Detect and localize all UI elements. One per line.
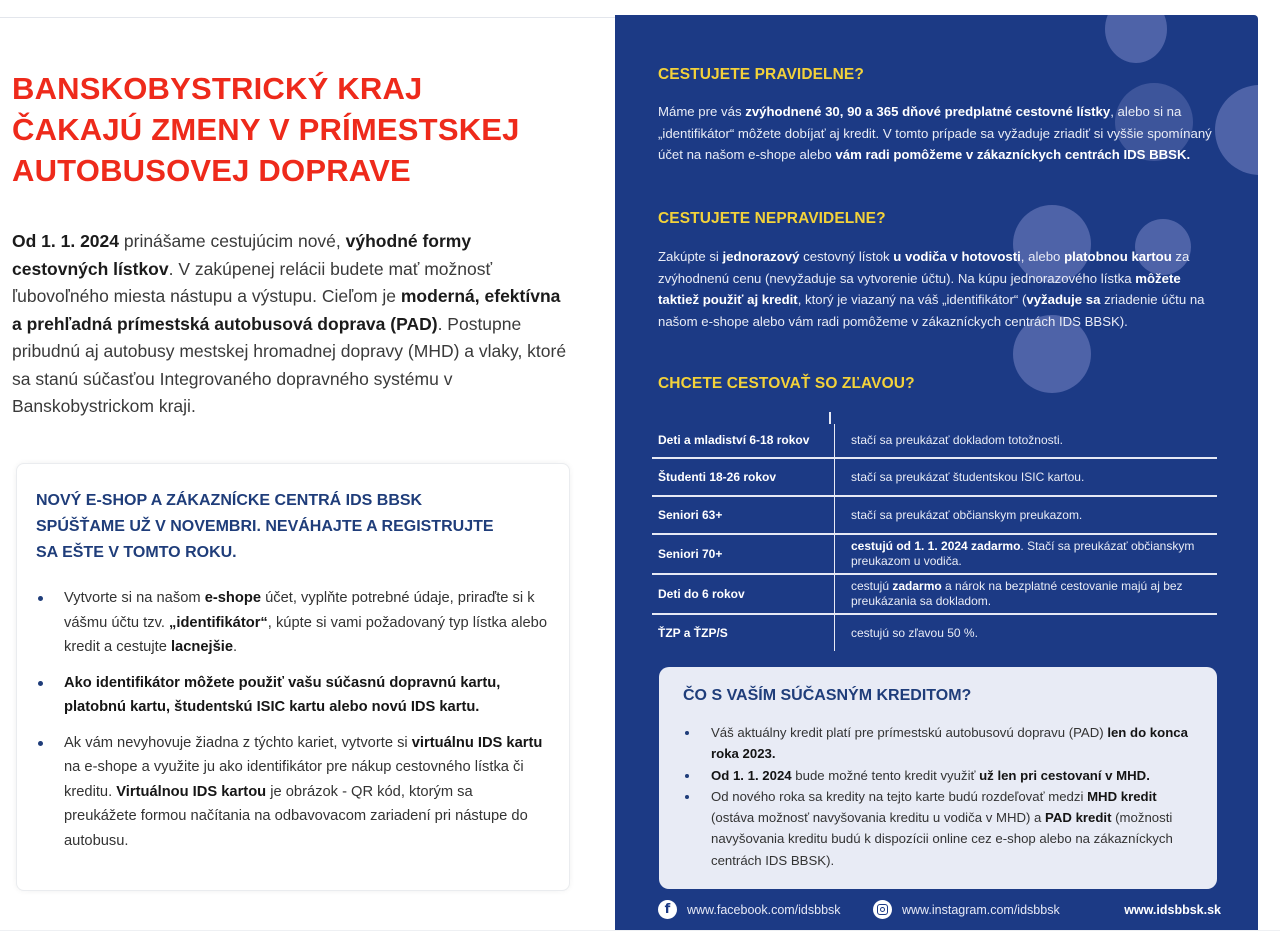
discount-table bbox=[652, 424, 1217, 651]
credit-list bbox=[659, 722, 1217, 871]
text: , ktorý je viazaný na váš „identifikátor“ ( bbox=[797, 292, 1027, 308]
text: Váš aktuálny kredit platí pre prímestskú autobusovú dopravu (PAD) bbox=[711, 725, 1108, 740]
text: cestujú bbox=[851, 579, 893, 593]
intro-date: Od 1. 1. 2024 bbox=[12, 231, 120, 251]
text: zriadenie účtu na našom e-shope alebo vám radi pomôžeme v zákazníckych centrách IDS BBSK). bbox=[658, 292, 1205, 329]
intro-bold: výhodné formy cestovných lístkov bbox=[12, 231, 472, 279]
card-title-line: SPÚŠŤAME UŽ V NOVEMBRI. NEVÁHAJTE A REGISTRUJTE bbox=[36, 518, 494, 535]
title-line: ČAKAJÚ ZMENY V PRÍMESTSKEJ bbox=[12, 112, 520, 147]
bold-text: u vodiča v hotovosti bbox=[893, 249, 1021, 264]
page-title bbox=[12, 68, 602, 191]
item-bold: virtuálnu IDS kartu bbox=[411, 734, 543, 751]
bullet-icon bbox=[38, 681, 43, 686]
discount-condition: cestujú so zľavou 50 %. bbox=[851, 625, 978, 640]
instagram-url: www.instagram.com/idsbbsk bbox=[902, 902, 1060, 917]
discount-category: Deti do 6 rokov bbox=[652, 574, 835, 614]
item-text: na e-shope a využite ju ako identifikátor pre nákup cestovného lístka či kreditu. bbox=[64, 759, 524, 800]
instagram-link[interactable] bbox=[873, 900, 1060, 919]
text: (ostáva možnosť navyšovania kreditu u vodiča v MHD) a bbox=[711, 810, 1046, 826]
text: , alebo bbox=[1020, 249, 1065, 264]
discount-condition bbox=[835, 574, 1218, 614]
table-row bbox=[652, 496, 1217, 534]
regular-travel-text bbox=[658, 101, 1218, 166]
bold-text: platobnou kartou bbox=[1064, 249, 1172, 264]
card-title-line: NOVÝ E-SHOP A ZÁKAZNÍCKE CENTRÁ IDS BBSK bbox=[36, 492, 423, 509]
facebook-url: www.facebook.com/idsbbsk bbox=[687, 902, 841, 917]
bullet-icon bbox=[685, 774, 689, 778]
list-item bbox=[17, 731, 569, 854]
text: , alebo si na „identifikátor“ môžete dobíjať aj kredit. V tomto prípade sa vyžaduje zriadiť si vyššie spomínaný účet na našom e-shope alebo bbox=[658, 104, 1212, 163]
irregular-travel-heading: CESTUJETE NEPRAVIDELNE? bbox=[658, 210, 886, 227]
card-title-line: SA EŠTE V TOMTO ROKU. bbox=[36, 544, 237, 561]
intro-paragraph bbox=[12, 228, 572, 421]
footer-links bbox=[658, 900, 1223, 924]
bold-text: vyžaduje sa bbox=[1026, 292, 1101, 308]
eshop-card-title bbox=[36, 488, 556, 566]
table-divider bbox=[829, 412, 831, 424]
bold-text: jednorazový bbox=[722, 249, 800, 264]
top-divider bbox=[0, 17, 616, 18]
credit-info-card bbox=[659, 667, 1217, 889]
text: . Stačí sa preukázať občianskym preukazom u vodiča. bbox=[851, 539, 1195, 568]
decorative-circle bbox=[1105, 15, 1167, 63]
item-text: účet, vyplňte potrebné údaje, priraďte si k vášmu účtu tzv. bbox=[64, 590, 535, 631]
facebook-icon: f bbox=[658, 900, 677, 919]
bold-text: PAD kredit bbox=[1045, 810, 1112, 826]
intro-text: . Postupne pribudnú aj autobusy mestskej hromadnej dopravy (MHD) a vlaky, ktoré sa stanú súčasťou Integrovaného dopravného systému v Banskobystrickom kraji. bbox=[12, 313, 567, 416]
item-text: Ak vám nevyhovuje žiadna z týchto kariet, vytvorte si bbox=[64, 734, 412, 751]
bold-text: zvýhodnené 30, 90 a 365 dňové predplatné cestovné lístky bbox=[745, 104, 1111, 119]
list-item bbox=[659, 765, 1217, 786]
bullet-icon bbox=[685, 795, 689, 799]
discount-category: Seniori 63+ bbox=[652, 496, 835, 534]
discount-condition: stačí sa preukázať študentskou ISIC kartou. bbox=[851, 469, 1085, 484]
text: Zakúpte si bbox=[658, 249, 723, 264]
eshop-list bbox=[17, 586, 569, 864]
instagram-icon bbox=[873, 900, 892, 919]
text: Od nového roka sa kredity na tejto karte budú rozdeľovať medzi bbox=[711, 788, 1088, 804]
item-bold: Ako identifikátor môžete použiť vašu súčasnú dopravnú kartu, platobnú kartu, študentskú ISIC kartu alebo novú IDS kartu. bbox=[64, 674, 501, 715]
intro-bold: moderná, efektívna a prehľadná prímestská autobusová doprava (PAD) bbox=[12, 286, 561, 334]
discount-condition: stačí sa preukázať dokladom totožnosti. bbox=[851, 433, 1063, 447]
bold-text: môžete taktiež použiť aj kredit bbox=[658, 270, 1181, 308]
bold-text: zadarmo bbox=[892, 579, 942, 593]
item-text: je obrázok - QR kód, ktorým sa preukážete formou načítania na odbavovacom zariadení pri nástupe do autobusu. bbox=[64, 783, 528, 849]
table-row bbox=[652, 574, 1217, 614]
title-line: BANSKOBYSTRICKÝ KRAJ bbox=[12, 71, 423, 106]
text: cestovný lístok bbox=[799, 249, 894, 264]
table-row bbox=[652, 614, 1217, 651]
bullet-icon bbox=[38, 596, 43, 601]
discount-condition bbox=[835, 534, 1218, 574]
website-link[interactable]: www.idsbbsk.sk bbox=[1124, 903, 1221, 917]
table-row bbox=[652, 424, 1217, 458]
list-item bbox=[17, 586, 569, 660]
credit-heading: ČO S VAŠÍM SÚČASNÝM KREDITOM? bbox=[683, 687, 972, 704]
bullet-icon bbox=[38, 741, 43, 746]
bold-text: MHD kredit bbox=[1087, 788, 1157, 804]
discount-heading: CHCETE CESTOVAŤ SO ZĽAVOU? bbox=[658, 375, 915, 392]
bold-text: Od 1. 1. 2024 bbox=[711, 767, 792, 783]
discount-category: Deti a mladiství 6-18 rokov bbox=[652, 424, 835, 458]
bold-text: už len pri cestovaní v MHD. bbox=[979, 767, 1150, 783]
item-bold: „identifikátor“ bbox=[169, 614, 268, 631]
bold-text: vám radi pomôžeme v zákazníckych centrách IDS BBSK. bbox=[835, 147, 1191, 163]
item-text: Vytvorte si na našom bbox=[64, 590, 205, 606]
list-item bbox=[17, 671, 569, 720]
decorative-circle bbox=[1215, 85, 1258, 175]
discount-category: ŤZP a ŤZP/S bbox=[652, 614, 835, 651]
discount-condition: stačí sa preukázať občianskym preukazom. bbox=[851, 507, 1083, 522]
text: Máme pre vás bbox=[658, 104, 746, 119]
list-item bbox=[659, 722, 1217, 765]
text: a nárok na bezplatné cestovanie majú aj bez preukázania sa dokladom. bbox=[851, 579, 1183, 608]
title-line: AUTOBUSOVEJ DOPRAVE bbox=[12, 153, 411, 188]
info-panel bbox=[615, 15, 1258, 931]
bottom-divider bbox=[0, 930, 1280, 931]
table-row bbox=[652, 458, 1217, 496]
irregular-travel-text bbox=[658, 246, 1218, 332]
bold-text: cestujú od 1. 1. 2024 zadarmo bbox=[851, 539, 1021, 553]
bold-text: len do konca roka 2023. bbox=[711, 725, 1188, 762]
item-bold: e-shope bbox=[204, 590, 261, 606]
discount-category: Seniori 70+ bbox=[652, 534, 835, 574]
item-bold: Virtuálnou IDS kartou bbox=[116, 783, 267, 800]
bullet-icon bbox=[685, 731, 689, 735]
list-item bbox=[659, 786, 1217, 871]
item-text: , kúpte si vami požadovaný typ lístka alebo kredit a cestujte bbox=[64, 614, 547, 655]
text: (možnosti navyšovania kreditu budú k dispozícii online cez e-shop alebo na zákazníckych centrách IDS BBSK). bbox=[711, 810, 1173, 868]
discount-category: Študenti 18-26 rokov bbox=[652, 458, 835, 496]
text: bude možné tento kredit využiť bbox=[791, 767, 980, 783]
intro-text: prinášame cestujúcim nové, bbox=[119, 231, 346, 251]
text: za zvýhodnenú cenu (nevyžaduje sa vytvorenie účtu). Na kúpu jednorazového lístka bbox=[658, 249, 1190, 286]
regular-travel-heading: CESTUJETE PRAVIDELNE? bbox=[658, 66, 864, 83]
eshop-info-card bbox=[16, 463, 570, 891]
item-text: . bbox=[233, 639, 238, 655]
facebook-link[interactable] bbox=[658, 900, 841, 919]
intro-text: . V zakúpenej relácii budete mať možnosť ľubovoľného miesta nástupu a výstupu. Cieľom je bbox=[12, 258, 493, 306]
table-row bbox=[652, 534, 1217, 574]
item-bold: lacnejšie bbox=[170, 639, 234, 655]
